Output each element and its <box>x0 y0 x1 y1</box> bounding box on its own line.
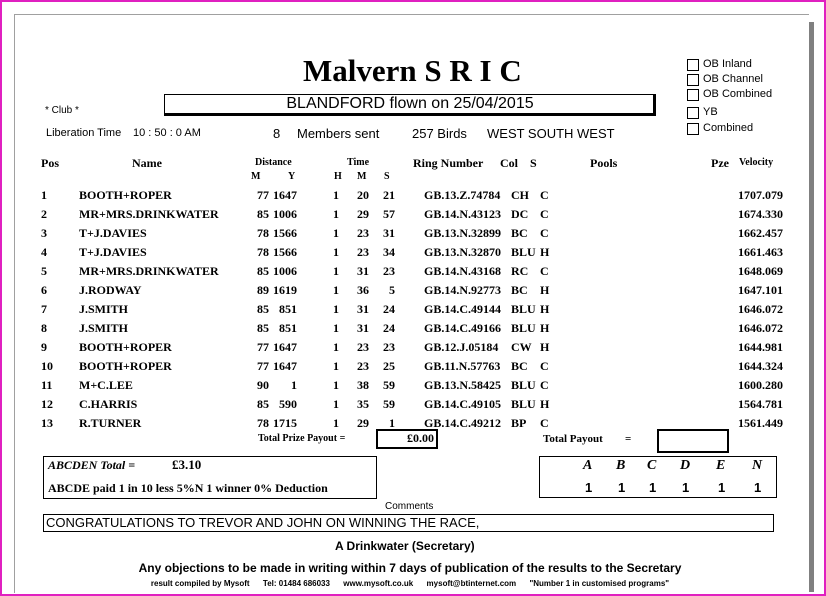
credits-line: result compiled by Mysoft Tel: 01484 686033 www.mysoft.co.uk mysoft@btinternet.com "Number 1 in customised programs" <box>150 579 670 588</box>
result-time-seconds: 59 <box>383 397 395 411</box>
birds-count: 257 Birds <box>412 126 467 141</box>
result-time-minutes: 29 <box>357 207 369 221</box>
result-pos: 1 <box>41 188 47 202</box>
results-page <box>14 14 809 593</box>
result-sex: C <box>540 188 549 202</box>
option-ob-combined-checkbox[interactable] <box>687 89 699 101</box>
result-sex: H <box>540 321 550 335</box>
result-dist-miles: 77 <box>257 359 269 373</box>
table-row <box>15 261 809 280</box>
table-row <box>15 356 809 375</box>
result-dist-yards: 1647 <box>273 188 297 202</box>
option-label: OB Inland <box>703 58 752 70</box>
table-row <box>15 185 809 204</box>
pool-header: E <box>716 458 726 473</box>
abcden-label: ABCDEN Total = <box>48 458 136 472</box>
option-ob-inland-checkbox[interactable] <box>687 59 699 71</box>
result-time-hours: 1 <box>333 264 339 278</box>
result-pos: 12 <box>41 397 53 411</box>
liberation-label: Liberation Time <box>46 127 122 139</box>
result-time-minutes: 31 <box>357 302 369 316</box>
result-time-minutes: 36 <box>357 283 369 297</box>
result-time-minutes: 23 <box>357 245 369 259</box>
result-velocity: 1707.079 <box>738 188 783 202</box>
result-pos: 13 <box>41 416 53 430</box>
option-ob-channel-checkbox[interactable] <box>687 74 699 86</box>
result-colour: BC <box>511 226 528 240</box>
result-colour: BC <box>511 359 528 373</box>
result-time-seconds: 34 <box>383 245 395 259</box>
option-combined-checkbox[interactable] <box>687 123 699 135</box>
pool-header: D <box>680 458 691 473</box>
result-time-hours: 1 <box>333 416 339 430</box>
result-time-minutes: 31 <box>357 321 369 335</box>
option-label: YB <box>703 106 718 118</box>
result-time-seconds: 21 <box>383 188 395 202</box>
result-pos: 6 <box>41 283 47 297</box>
result-ring-number: GB.14.N.43123 <box>424 207 502 221</box>
result-pos: 10 <box>41 359 53 373</box>
result-dist-miles: 85 <box>257 207 269 221</box>
result-colour: BLU <box>511 378 536 392</box>
result-dist-miles: 90 <box>257 378 269 392</box>
comments-label: Comments <box>385 501 434 512</box>
result-colour: BLU <box>511 397 536 411</box>
club-label: * Club * <box>45 105 79 116</box>
result-time-minutes: 20 <box>357 188 369 202</box>
result-name: C.HARRIS <box>79 397 138 411</box>
result-dist-miles: 78 <box>257 245 269 259</box>
result-time-seconds: 57 <box>383 207 395 221</box>
result-dist-yards: 1 <box>291 378 297 392</box>
result-time-minutes: 23 <box>357 359 369 373</box>
col-header-pools: Pools <box>590 156 618 170</box>
result-dist-miles: 77 <box>257 340 269 354</box>
result-name: BOOTH+ROPER <box>79 188 172 202</box>
result-ring-number: GB.14.C.49212 <box>424 416 502 430</box>
result-sex: C <box>540 416 549 430</box>
result-time-seconds: 5 <box>389 283 395 297</box>
result-time-seconds: 23 <box>383 340 395 354</box>
col-header-ring: Ring Number <box>413 156 484 170</box>
result-sex: C <box>540 378 549 392</box>
pool-header: B <box>616 458 626 473</box>
result-ring-number: GB.13.N.58425 <box>424 378 502 392</box>
result-velocity: 1647.101 <box>738 283 783 297</box>
result-name: MR+MRS.DRINKWATER <box>79 264 219 278</box>
result-velocity: 1644.324 <box>738 359 783 373</box>
result-pos: 9 <box>41 340 47 354</box>
result-velocity: 1661.463 <box>738 245 783 259</box>
result-dist-miles: 85 <box>257 321 269 335</box>
result-time-seconds: 31 <box>383 226 395 240</box>
col-header-pze: Pze <box>711 156 729 170</box>
result-dist-yards: 1715 <box>273 416 297 430</box>
result-time-hours: 1 <box>333 283 339 297</box>
col-header-dist-y: Y <box>288 171 296 182</box>
result-name: T+J.DAVIES <box>79 226 147 240</box>
table-row <box>15 394 809 413</box>
pools-grid-box <box>539 456 777 498</box>
table-row <box>15 299 809 318</box>
result-time-seconds: 59 <box>383 378 395 392</box>
table-row <box>15 375 809 394</box>
result-dist-yards: 1647 <box>273 340 297 354</box>
club-title: Malvern S R I C <box>303 53 522 88</box>
result-time-hours: 1 <box>333 302 339 316</box>
pool-value: 1 <box>754 480 762 495</box>
col-header-dist-m: M <box>251 171 261 182</box>
result-time-hours: 1 <box>333 226 339 240</box>
result-velocity: 1600.280 <box>738 378 783 392</box>
result-dist-miles: 85 <box>257 302 269 316</box>
result-dist-miles: 89 <box>257 283 269 297</box>
result-time-seconds: 24 <box>383 302 395 316</box>
liberation-time: 10 : 50 : 0 AM <box>133 127 201 139</box>
total-payout-box <box>657 429 729 453</box>
result-colour: BP <box>511 416 527 430</box>
col-header-time: Time <box>347 157 370 168</box>
pool-value: 1 <box>682 480 690 495</box>
result-sex: H <box>540 397 550 411</box>
result-dist-yards: 851 <box>279 321 297 335</box>
col-header-distance: Distance <box>255 157 292 168</box>
result-dist-yards: 1647 <box>273 359 297 373</box>
result-dist-yards: 1566 <box>273 245 297 259</box>
result-ring-number: GB.14.C.49144 <box>424 302 502 316</box>
col-header-time-m: M <box>357 171 367 182</box>
pool-value: 1 <box>649 480 657 495</box>
result-sex: H <box>540 340 550 354</box>
option-yb-checkbox[interactable] <box>687 107 699 119</box>
result-name: J.RODWAY <box>79 283 142 297</box>
result-pos: 5 <box>41 264 47 278</box>
result-dist-yards: 1619 <box>273 283 297 297</box>
result-name: BOOTH+ROPER <box>79 340 172 354</box>
result-ring-number: GB.11.N.57763 <box>424 359 501 373</box>
result-ring-number: GB.14.N.43168 <box>424 264 502 278</box>
result-colour: BC <box>511 283 528 297</box>
result-pos: 8 <box>41 321 47 335</box>
abcden-note: ABCDE paid 1 in 10 less 5%N 1 winner 0% Deduction <box>48 481 328 495</box>
result-velocity: 1564.781 <box>738 397 783 411</box>
result-time-minutes: 38 <box>357 378 369 392</box>
result-dist-yards: 1566 <box>273 226 297 240</box>
result-dist-miles: 77 <box>257 188 269 202</box>
result-ring-number: GB.13.Z.74784 <box>424 188 501 202</box>
result-sex: C <box>540 264 549 278</box>
table-row <box>15 242 809 261</box>
option-label: OB Combined <box>703 88 773 100</box>
result-colour: RC <box>511 264 529 278</box>
result-time-hours: 1 <box>333 397 339 411</box>
result-time-seconds: 24 <box>383 321 395 335</box>
result-dist-miles: 78 <box>257 416 269 430</box>
result-sex: C <box>540 226 549 240</box>
result-time-hours: 1 <box>333 188 339 202</box>
table-row <box>15 318 809 337</box>
result-time-hours: 1 <box>333 378 339 392</box>
result-sex: H <box>540 245 550 259</box>
total-payout-eq: = <box>625 433 632 445</box>
result-pos: 7 <box>41 302 47 316</box>
result-sex: H <box>540 283 550 297</box>
pool-value: 1 <box>585 480 593 495</box>
result-velocity: 1662.457 <box>738 226 783 240</box>
result-velocity: 1561.449 <box>738 416 783 430</box>
col-header-time-s: S <box>384 171 390 182</box>
result-dist-miles: 85 <box>257 264 269 278</box>
result-sex: H <box>540 302 550 316</box>
col-header-name: Name <box>132 156 162 170</box>
result-time-minutes: 31 <box>357 264 369 278</box>
total-prize-label: Total Prize Payout = <box>258 433 346 444</box>
col-header-col: Col <box>500 156 518 170</box>
result-name: MR+MRS.DRINKWATER <box>79 207 219 221</box>
result-time-seconds: 23 <box>383 264 395 278</box>
result-ring-number: GB.13.N.32899 <box>424 226 502 240</box>
result-ring-number: GB.14.C.49166 <box>424 321 502 335</box>
table-row <box>15 204 809 223</box>
result-pos: 2 <box>41 207 47 221</box>
members-count: 8 <box>273 126 281 141</box>
result-ring-number: GB.12.J.05184 <box>424 340 499 354</box>
result-ring-number: GB.14.N.92773 <box>424 283 502 297</box>
result-colour: CH <box>511 188 529 202</box>
result-ring-number: GB.13.N.32870 <box>424 245 502 259</box>
pool-header: A <box>583 458 593 473</box>
result-colour: CW <box>511 340 532 354</box>
result-name: J.SMITH <box>79 302 129 316</box>
table-row <box>15 280 809 299</box>
result-pos: 4 <box>41 245 47 259</box>
result-name: BOOTH+ROPER <box>79 359 172 373</box>
result-time-seconds: 25 <box>383 359 395 373</box>
result-sex: C <box>540 359 549 373</box>
result-colour: BLU <box>511 245 536 259</box>
col-header-time-h: H <box>334 171 342 182</box>
pool-header: C <box>647 458 657 473</box>
result-pos: 3 <box>41 226 47 240</box>
result-pos: 11 <box>41 378 53 392</box>
result-time-minutes: 23 <box>357 226 369 240</box>
comments-text: CONGRATULATIONS TO TREVOR AND JOHN ON WINNING THE RACE, <box>46 515 480 530</box>
result-dist-miles: 85 <box>257 397 269 411</box>
col-header-pos: Pos <box>41 156 59 170</box>
result-velocity: 1646.072 <box>738 321 783 335</box>
result-colour: BLU <box>511 321 536 335</box>
members-label: Members sent <box>297 126 380 141</box>
race-title: BLANDFORD flown on 25/04/2015 <box>286 95 534 112</box>
option-label: Combined <box>703 122 754 134</box>
result-name: R.TURNER <box>79 416 142 430</box>
abcden-value: £3.10 <box>172 457 202 472</box>
result-ring-number: GB.14.C.49105 <box>424 397 502 411</box>
result-dist-miles: 78 <box>257 226 269 240</box>
result-time-hours: 1 <box>333 207 339 221</box>
result-dist-yards: 590 <box>279 397 297 411</box>
result-time-hours: 1 <box>333 321 339 335</box>
result-velocity: 1644.981 <box>738 340 783 354</box>
pool-value: 1 <box>618 480 626 495</box>
result-name: T+J.DAVIES <box>79 245 147 259</box>
option-label: OB Channel <box>703 73 763 85</box>
result-name: J.SMITH <box>79 321 129 335</box>
result-velocity: 1648.069 <box>738 264 783 278</box>
result-colour: BLU <box>511 302 536 316</box>
result-time-minutes: 23 <box>357 340 369 354</box>
result-dist-yards: 1006 <box>273 264 297 278</box>
result-time-hours: 1 <box>333 359 339 373</box>
col-header-sex: S <box>530 156 537 170</box>
result-time-minutes: 29 <box>357 416 369 430</box>
result-velocity: 1674.330 <box>738 207 783 221</box>
col-header-velocity: Velocity <box>739 157 774 168</box>
result-time-minutes: 35 <box>357 397 369 411</box>
pool-header: N <box>752 458 763 473</box>
objections-notice: Any objections to be made in writing within 7 days of publication of the results to the Secretary <box>138 561 682 575</box>
result-sex: C <box>540 207 549 221</box>
result-colour: DC <box>511 207 529 221</box>
table-row <box>15 337 809 356</box>
total-payout-label: Total Payout <box>543 433 603 445</box>
result-name: M+C.LEE <box>79 378 133 392</box>
result-dist-yards: 1006 <box>273 207 297 221</box>
result-velocity: 1646.072 <box>738 302 783 316</box>
wind-direction: WEST SOUTH WEST <box>487 126 615 141</box>
result-time-hours: 1 <box>333 245 339 259</box>
total-prize-value: £0.00 <box>407 431 434 445</box>
result-time-hours: 1 <box>333 340 339 354</box>
secretary: A Drinkwater (Secretary) <box>335 539 475 553</box>
result-time-seconds: 1 <box>389 416 395 430</box>
result-dist-yards: 851 <box>279 302 297 316</box>
pool-value: 1 <box>718 480 726 495</box>
table-row <box>15 223 809 242</box>
